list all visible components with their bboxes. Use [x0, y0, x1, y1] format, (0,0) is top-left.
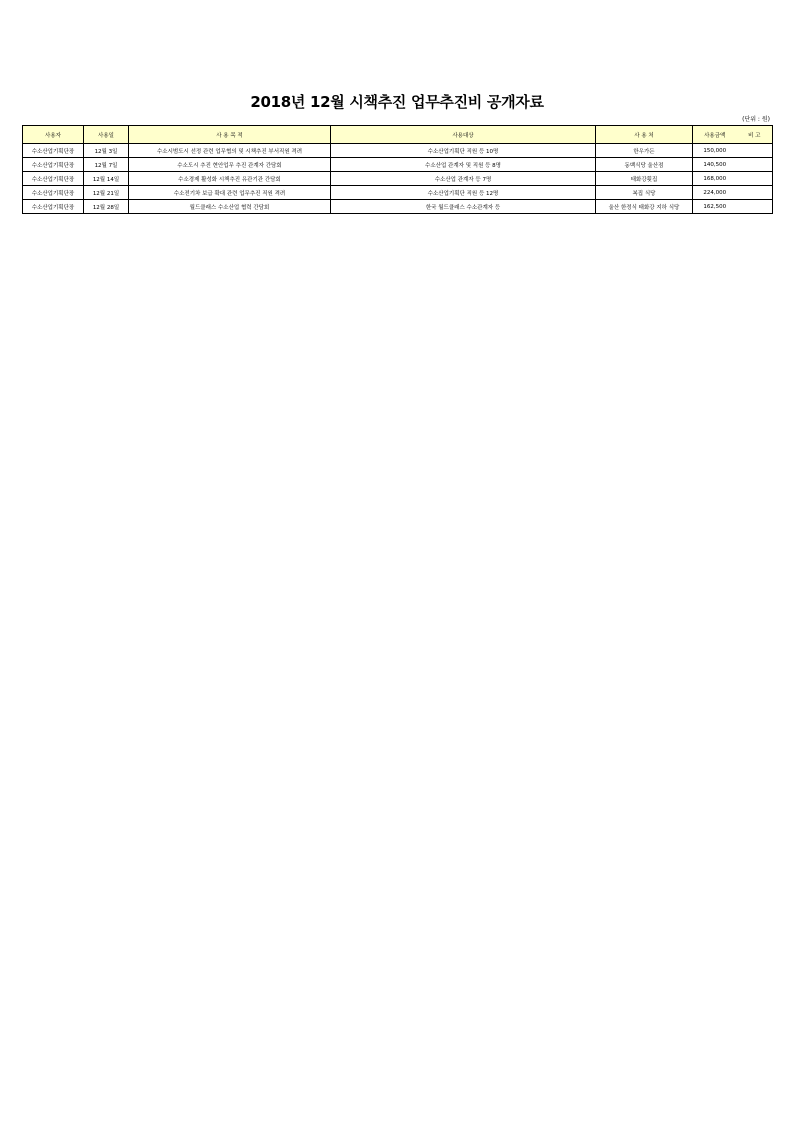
header-amount: 사용금액	[693, 126, 737, 144]
table-row	[23, 172, 773, 186]
table-row	[23, 144, 773, 158]
cell-user: 수소산업기획단장	[23, 158, 84, 172]
cell-remark	[737, 186, 773, 200]
header-place: 사 용 처	[596, 126, 693, 144]
table-row	[23, 158, 773, 172]
cell-user: 수소산업기획단장	[23, 172, 84, 186]
cell-place: 복집 식당	[596, 186, 693, 200]
cell-target: 수소산업기획단 직원 등 10명	[331, 144, 596, 158]
cell-user: 수소산업기획단장	[23, 144, 84, 158]
header-remark: 비 고	[737, 126, 773, 144]
header-date: 사용일	[84, 126, 129, 144]
cell-remark	[737, 158, 773, 172]
cell-date: 12월 14일	[84, 172, 129, 186]
table-row	[23, 200, 773, 214]
cell-remark	[737, 144, 773, 158]
cell-target: 수소산업 관계자 및 직원 등 8명	[331, 158, 596, 172]
cell-remark	[737, 200, 773, 214]
cell-date: 12월 7일	[84, 158, 129, 172]
cell-place: 태화강횟집	[596, 172, 693, 186]
cell-place: 한우가든	[596, 144, 693, 158]
unit-label: (단위 : 원)	[742, 116, 770, 123]
table-header-row	[23, 126, 773, 144]
cell-place: 울산 한정식 태화강 지하 식당	[596, 200, 693, 214]
cell-amount: 140,500	[693, 158, 737, 172]
header-user: 사용자	[23, 126, 84, 144]
cell-amount: 224,000	[693, 186, 737, 200]
cell-purpose: 수소경제 활성화 시책추진 유관기관 간담회	[129, 172, 331, 186]
cell-amount: 150,000	[693, 144, 737, 158]
cell-target: 수소산업기획단 직원 등 12명	[331, 186, 596, 200]
cell-date: 12월 21일	[84, 186, 129, 200]
cell-date: 12월 28일	[84, 200, 129, 214]
cell-user: 수소산업기획단장	[23, 186, 84, 200]
expense-table	[22, 125, 773, 214]
header-purpose: 사 용 목 적	[129, 126, 331, 144]
cell-purpose: 수소시범도시 선정 관련 업무협의 및 시책추진 부서직원 격려	[129, 144, 331, 158]
cell-place: 동백식당 울산점	[596, 158, 693, 172]
cell-user: 수소산업기획단장	[23, 200, 84, 214]
cell-target: 수소산업 관계자 등 7명	[331, 172, 596, 186]
table-row	[23, 186, 773, 200]
page-title: 2018년 12월 시책추진 업무추진비 공개자료	[250, 93, 544, 111]
cell-purpose: 월드클래스 수소산업 협력 간담회	[129, 200, 331, 214]
header-target: 사용대상	[331, 126, 596, 144]
cell-date: 12월 3일	[84, 144, 129, 158]
cell-purpose: 수소전기차 보급 확대 관련 업무추진 직원 격려	[129, 186, 331, 200]
cell-purpose: 수소도시 추진 현안업무 추진 관계자 간담회	[129, 158, 331, 172]
cell-target: 한국 월드클래스 수소관계자 등	[331, 200, 596, 214]
cell-amount: 168,000	[693, 172, 737, 186]
cell-remark	[737, 172, 773, 186]
cell-amount: 162,500	[693, 200, 737, 214]
